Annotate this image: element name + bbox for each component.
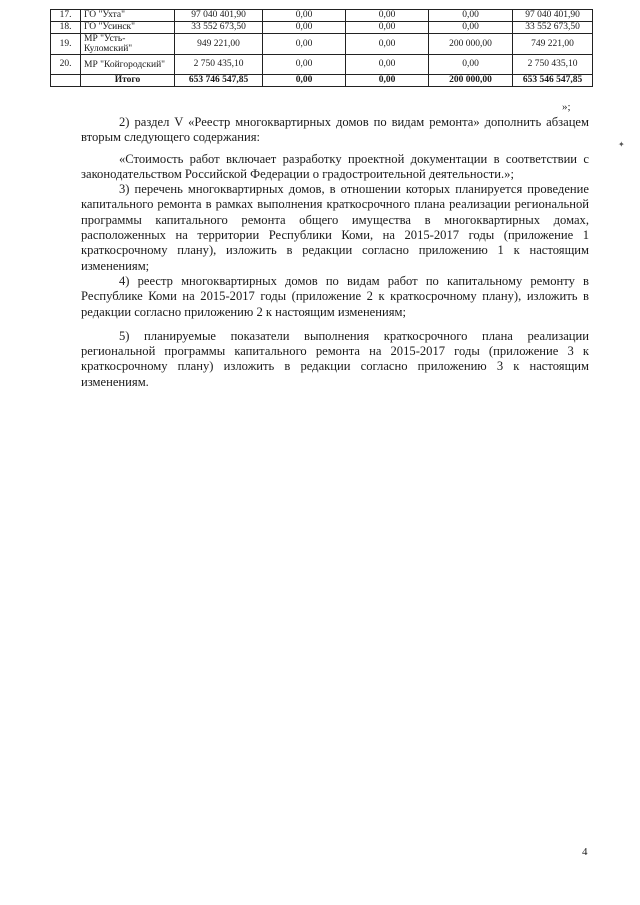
total-cost: 33 552 673,50 [175,22,263,34]
municipality-name: ГО "Ухта" [81,10,175,22]
value-cell: 0,00 [263,10,346,22]
municipality-name: МР "Усть-Куломский" [81,34,175,55]
total-cost: 653 746 547,85 [175,75,263,87]
paragraph-4: 4) реестр многоквартирных домов по видам работ по капитальному ремонту в Республике Коми на 2015-2017 годы (приложение 2 к краткосрочному плану), изложить в редакции согласно приложению 2 к настоящим изменениям; [81,273,589,319]
closing-quote: »; [562,101,571,113]
row-number: 17. [51,10,81,22]
table-row [51,34,593,55]
page-number: 4 [582,846,588,858]
table-total-row [51,75,593,87]
row-number: 19. [51,34,81,55]
paragraph-2: 2) раздел V «Реестр многоквартирных домов по видам ремонта» дополнить абзацем вторым следующего содержания: [81,115,589,145]
total-cost: 949 221,00 [175,34,263,55]
value-cell: 0,00 [346,10,429,22]
value-cell: 0,00 [263,34,346,55]
total-cost: 2 750 435,10 [175,55,263,75]
value-cell: 0,00 [429,55,513,75]
municipality-name: ГО "Усинск" [81,22,175,34]
total-label: Итого [81,75,175,87]
value-cell: 653 546 547,85 [513,75,593,87]
value-cell: 200 000,00 [429,34,513,55]
value-cell: 0,00 [346,75,429,87]
value-cell: 0,00 [263,75,346,87]
table-row [51,22,593,34]
value-cell: 0,00 [429,22,513,34]
paragraph-quote: «Стоимость работ включает разработку проектной документации в соответствии с законодательством Российской Федерации о градостроительной деятельности.»; [81,151,589,181]
value-cell: 33 552 673,50 [513,22,593,34]
municipality-name: МР "Койгородский" [81,55,175,75]
scan-speck: ✦ [618,140,625,149]
row-number [51,75,81,87]
document-body [81,115,589,390]
value-cell: 200 000,00 [429,75,513,87]
budget-table [50,9,593,87]
row-number: 20. [51,55,81,75]
value-cell: 0,00 [429,10,513,22]
value-cell: 0,00 [263,55,346,75]
table-row [51,10,593,22]
value-cell: 0,00 [346,22,429,34]
value-cell: 97 040 401,90 [513,10,593,22]
paragraph-3: 3) перечень многоквартирных домов, в отношении которых планируется проведение капитального ремонта в рамках выполнения краткосрочного плана реализации региональной программы капитального ремонта общего имущества в многоквартирных домах, расположенных на территории Республики Коми, на 2015-2017 годы (приложение 1 краткосрочному плану), изложить в редакции согласно приложению 1 к настоящим изменениям; [81,182,589,273]
value-cell: 0,00 [346,34,429,55]
value-cell: 0,00 [346,55,429,75]
table-row [51,55,593,75]
row-number: 18. [51,22,81,34]
paragraph-5: 5) планируемые показатели выполнения краткосрочного плана реализации региональной программы капитального ремонта на 2015-2017 годы (приложение 3 к краткосрочному плану) изложить в редакции согласно приложению 3 к настоящим изменениям. [81,328,589,389]
total-cost: 97 040 401,90 [175,10,263,22]
value-cell: 749 221,00 [513,34,593,55]
value-cell: 2 750 435,10 [513,55,593,75]
value-cell: 0,00 [263,22,346,34]
